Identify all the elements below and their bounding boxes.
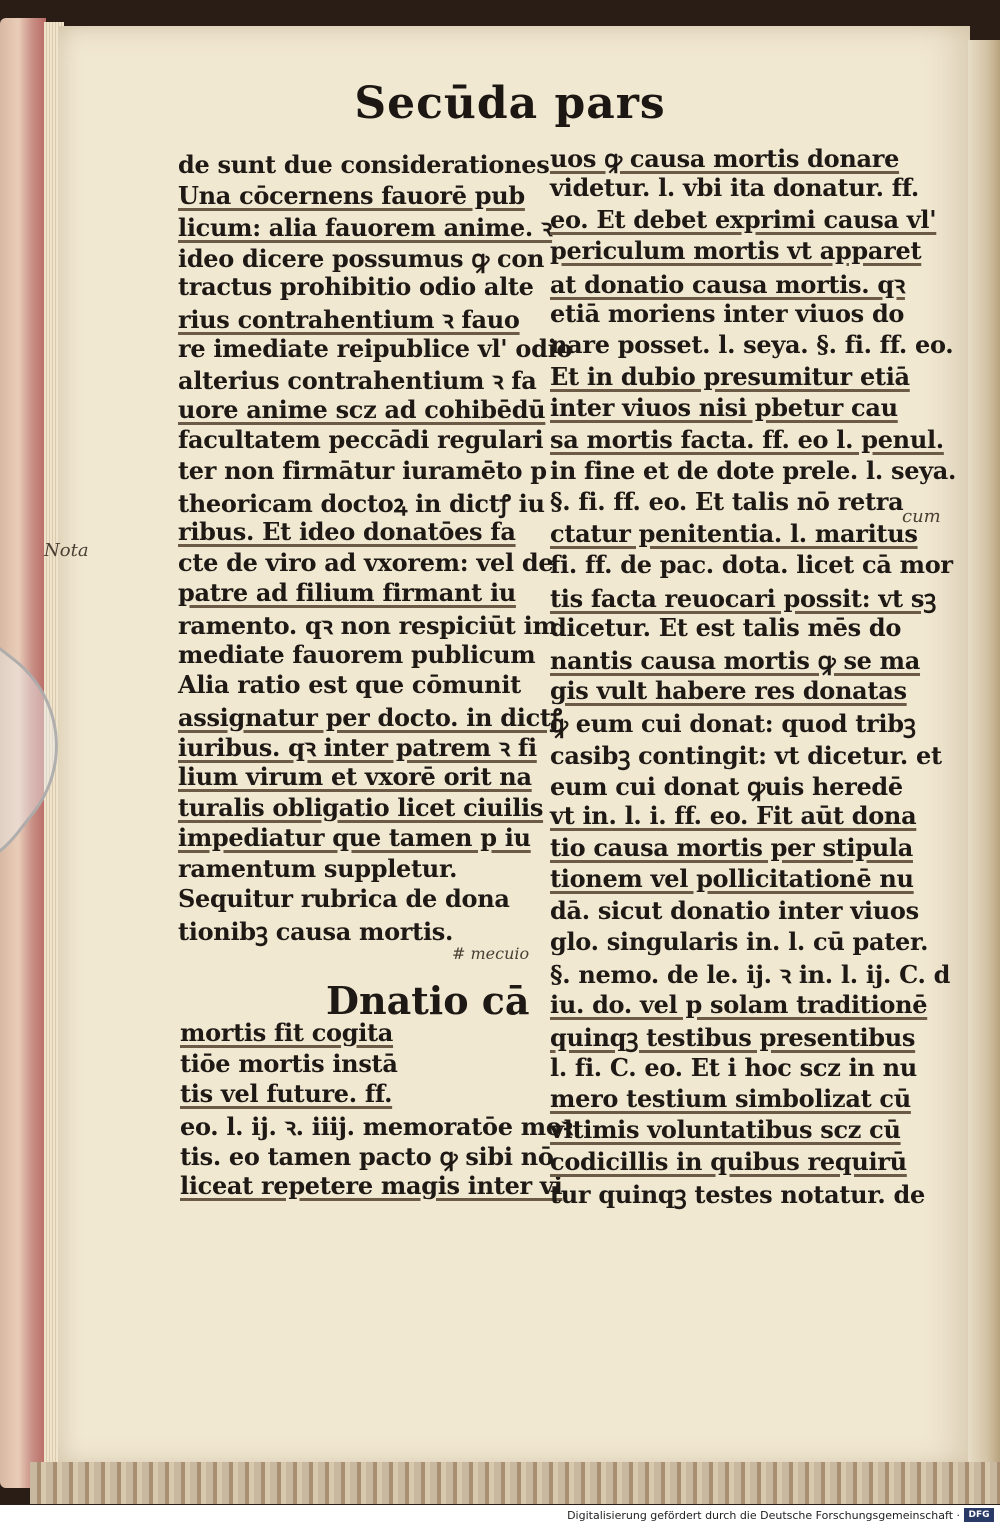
text-line: ribus. Et ideo donatōes fa (178, 517, 516, 547)
book-bottom-edge (30, 1462, 1000, 1504)
text-line: alterius contrahentium ꝛ fa (178, 366, 537, 396)
text-line: ideo dicere possumus ꝙ con (178, 243, 545, 273)
text-line: turalis obligatio licet ciuilis (178, 792, 544, 822)
text-line: fi. ff. de pac. dota. licet cā mor (550, 550, 953, 580)
text-line: Una cōcernens fauorē pub (178, 180, 525, 210)
initial-heading: Dnatio cā (326, 978, 530, 1023)
dfg-logo: DFG (964, 1508, 994, 1522)
text-line: eum cui donat ꝙuis heredē (550, 772, 903, 801)
text-line: eo. Et debet exprimi causa vl' (550, 204, 937, 234)
margin-note-right: cum (902, 506, 941, 527)
text-line: nantis causa mortis ꝙ se ma (550, 646, 921, 676)
text-line: Et in dubio presumitur etiā (550, 361, 910, 391)
facing-page-edge (968, 40, 1000, 1470)
text-line: §. fi. ff. eo. Et talis nō retra (550, 487, 904, 517)
text-line: cte de viro ad vxorem: vel de (178, 547, 554, 577)
text-line: lium virum et vxorē orit na (178, 762, 532, 791)
text-line: periculum mortis vt apparet (550, 236, 922, 266)
text-line: glo. singularis in. l. cū pater. (550, 927, 929, 956)
text-line: tio causa mortis per stipula (550, 832, 913, 862)
text-line: iu. do. vel p solam traditionē (550, 989, 928, 1019)
text-line: ꝙ eum cui donat: quod tribꝫ (550, 709, 916, 739)
text-line: ter non firmātur iuramēto p (178, 456, 547, 485)
text-line: tractus prohibitio odio alte (178, 272, 534, 302)
text-line: Sequitur rubrica de dona (178, 884, 510, 914)
text-line: tionem vel pollicitationē nu (550, 864, 914, 894)
text-line: ramento. qꝛ non respiciūt im (178, 611, 558, 640)
text-line: tis facta reuocari possit: vt sꝫ (550, 583, 936, 613)
text-line: mediate fauorem publicum (178, 639, 536, 669)
text-line: Alia ratio est que cōmunit (178, 670, 521, 700)
text-line: uos ꝙ causa mortis donare (550, 144, 900, 173)
text-line: impediatur que tamen p iu (178, 823, 531, 853)
text-line: videtur. l. vbi ita donatur. ff. (550, 173, 919, 203)
text-line: codicillis in quibus requirū (550, 1146, 907, 1176)
text-line: dā. sicut donatio inter viuos (550, 895, 919, 925)
text-line: gis vult habere res donatas (550, 675, 907, 705)
text-line: assignatur per docto. in dictꝭ (178, 702, 562, 732)
text-line: licum: alia fauorem anime. ꝛ (178, 213, 553, 243)
text-line: inter viuos nisi pbetur cau (550, 393, 898, 423)
text-line: theoricam doctoꝝ in dictꝭ iu (178, 488, 545, 518)
text-line: tis. eo tamen pacto ꝙ sibi nō (180, 1142, 554, 1172)
text-line: liceat repetere magis inter vi (180, 1171, 563, 1200)
text-line: at donatio causa mortis. qꝛ (550, 269, 905, 299)
text-line: tis vel future. ff. (180, 1079, 393, 1109)
text-line: sa mortis facta. ff. eo l. penul. (550, 424, 944, 454)
page-header: Secūda pars (354, 78, 666, 129)
text-line: tionibꝫ causa mortis. (178, 917, 454, 946)
text-line: iuribus. qꝛ inter patrem ꝛ fi (178, 733, 537, 763)
text-line: re imediate reipublice vl' odio (178, 333, 573, 363)
text-line: mero testium simbolizat cū (550, 1084, 911, 1113)
digitization-credit: Digitalisierung gefördert durch die Deutsche Forschungsgemeinschaft · (567, 1509, 960, 1522)
text-line: dicetur. Et est talis mēs do (550, 613, 902, 642)
text-line: uore anime scz ad cohibēdū (178, 394, 546, 424)
text-line: §. nemo. de le. ij. ꝛ in. l. ij. C. d (550, 960, 951, 990)
text-line: patre ad filium firmant iu (178, 578, 516, 608)
text-line: tur quinqꝫ testes notatur. de (550, 1180, 925, 1210)
text-line: in fine et de dote prele. l. seya. (550, 456, 957, 485)
text-line: facultatem peccādi regulari (178, 425, 544, 455)
text-line: de sunt due considerationes (178, 150, 550, 179)
text-line: tiōe mortis instā (180, 1048, 398, 1078)
text-line: nare posset. l. seya. §. fi. ff. eo. (550, 330, 954, 360)
text-line: ctatur penitentia. l. maritus (550, 518, 918, 548)
text-line: etiā moriens inter viuos do (550, 299, 905, 328)
margin-note-left: Nota (44, 540, 89, 561)
text-line: rius contrahentium ꝛ fauo (178, 305, 520, 334)
text-line: mortis fit cogita (180, 1018, 394, 1047)
margin-note-middle: # mecuio (452, 944, 530, 963)
text-line: casibꝫ contingit: vt dicetur. et (550, 740, 942, 770)
text-line: vt in. l. i. ff. eo. Fit aūt dona (550, 801, 917, 831)
text-line: vltimis voluntatibus scz cū (550, 1115, 901, 1145)
text-line: ramentum suppletur. (178, 853, 458, 883)
text-line: quinqꝫ testibus presentibus (550, 1023, 916, 1053)
text-line: eo. l. ij. ꝛ. iiij. memoratōe moꝛ (180, 1111, 573, 1141)
text-line: l. fi. C. eo. Et i hoc scz in nu (550, 1052, 917, 1082)
